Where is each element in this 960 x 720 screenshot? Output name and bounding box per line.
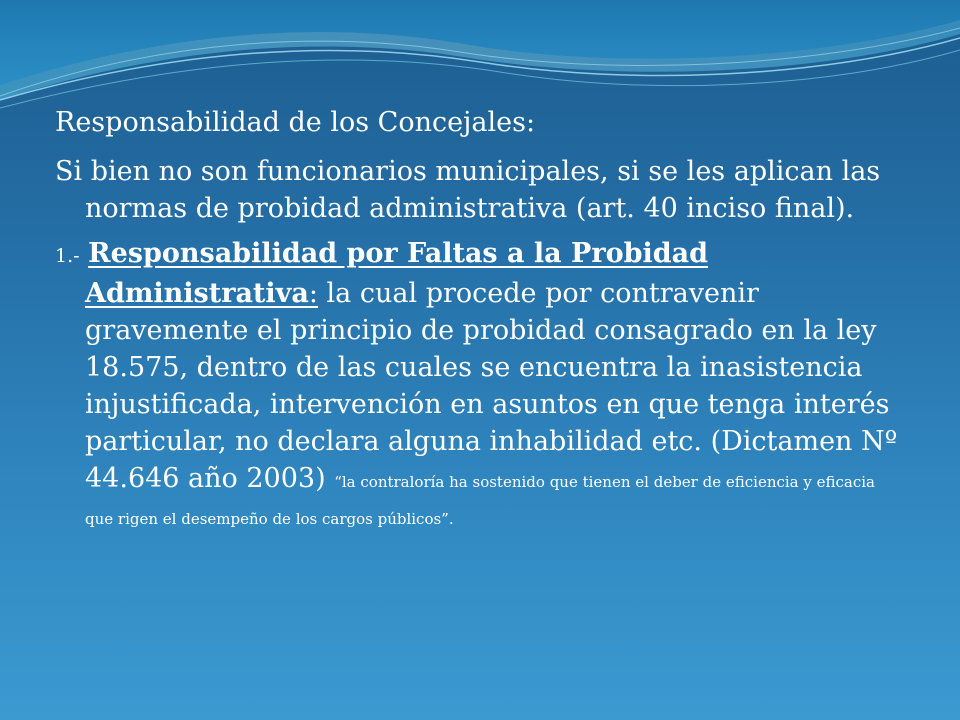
slide-content <box>55 104 905 542</box>
item-1-heading: Responsabilidad por Faltas a la Probidad Administrativa <box>85 238 708 309</box>
item-1-number: 1.- <box>55 245 80 267</box>
intro-paragraph: Si bien no son funcionarios municipales, si se les aplican las normas de probidad administrativa (art. 40 inciso final). <box>55 156 881 224</box>
item-1-body: la cual procede por contravenir gravemente el principio de probidad consagrado en la ley 18.575, dentro de las cuales se encuentra la inasistencia injustificada, intervención en asuntos en que tenga interés particular, no declara alguna inhabilidad etc. (Dictamen Nº 44.646 año 2003) <box>85 278 898 494</box>
slide-title: Responsabilidad de los Concejales: <box>55 107 536 138</box>
item-1-paragraph <box>55 235 905 534</box>
item-1-quote: “la contraloría ha sostenido que tienen el deber de eficiencia y eficacia que rigen el desempeño de los cargos públicos”. <box>85 473 875 528</box>
item-1-heading-colon: : <box>308 278 318 309</box>
